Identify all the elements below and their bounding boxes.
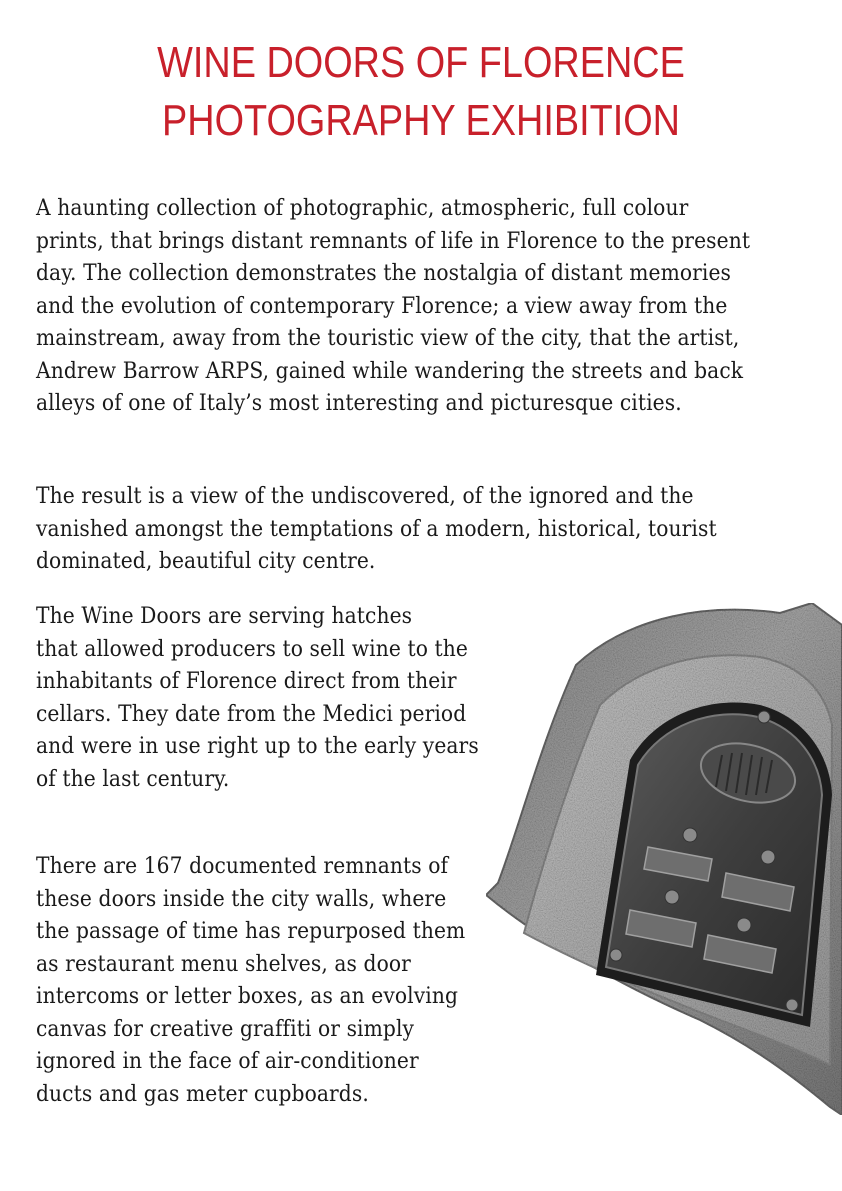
result-paragraph: [36, 480, 747, 578]
text-line: vanished amongst the temptations of a modern, historical, tourist: [36, 515, 717, 542]
text-line: The result is a view of the undiscovered, of the ignored and the: [36, 483, 694, 509]
text-line: and the evolution of contemporary Florence; a view away from the: [36, 292, 728, 319]
text-line: prints, that brings distant remnants of life in Florence to the present: [36, 227, 751, 254]
remnants-paragraph: [36, 850, 468, 1110]
title-line-1: WINE DOORS OF FLORENCE: [157, 38, 685, 87]
text-line: There are 167 documented remnants of: [36, 853, 449, 879]
text-line: A haunting collection of photographic, atmospheric, full colour: [36, 195, 689, 221]
text-line: of the last century.: [36, 765, 230, 792]
text-line: cellars. They date from the Medici period: [36, 700, 467, 727]
text-line: ignored in the face of air-conditioner: [36, 1048, 419, 1074]
title-line-2: PHOTOGRAPHY EXHIBITION: [162, 96, 680, 145]
text-line: as restaurant menu shelves, as door: [36, 950, 411, 977]
text-line: alleys of one of Italy’s most interesting and picturesque cities.: [36, 390, 682, 416]
text-line: The Wine Doors are serving hatches: [36, 603, 413, 629]
text-line: that allowed producers to sell wine to the: [36, 635, 468, 662]
text-line: mainstream, away from the touristic view of the city, that the artist,: [36, 325, 740, 351]
text-line: canvas for creative graffiti or simply: [36, 1015, 415, 1042]
wine-door-photo: [480, 595, 842, 1120]
text-line: intercoms or letter boxes, as an evolving: [36, 983, 459, 1009]
text-line: these doors inside the city walls, where: [36, 885, 447, 912]
text-line: Andrew Barrow ARPS, gained while wandering the streets and back: [36, 357, 744, 384]
text-line: dominated, beautiful city centre.: [36, 548, 376, 574]
text-line: the passage of time has repurposed them: [36, 918, 466, 944]
text-line: inhabitants of Florence direct from their: [36, 668, 457, 694]
text-line: and were in use right up to the early years: [36, 733, 479, 759]
text-line: ducts and gas meter cupboards.: [36, 1080, 369, 1107]
intro-paragraph: [36, 192, 751, 420]
page-title: [59, 34, 783, 150]
wine-doors-paragraph: [36, 600, 479, 795]
text-line: day. The collection demonstrates the nostalgia of distant memories: [36, 260, 732, 286]
